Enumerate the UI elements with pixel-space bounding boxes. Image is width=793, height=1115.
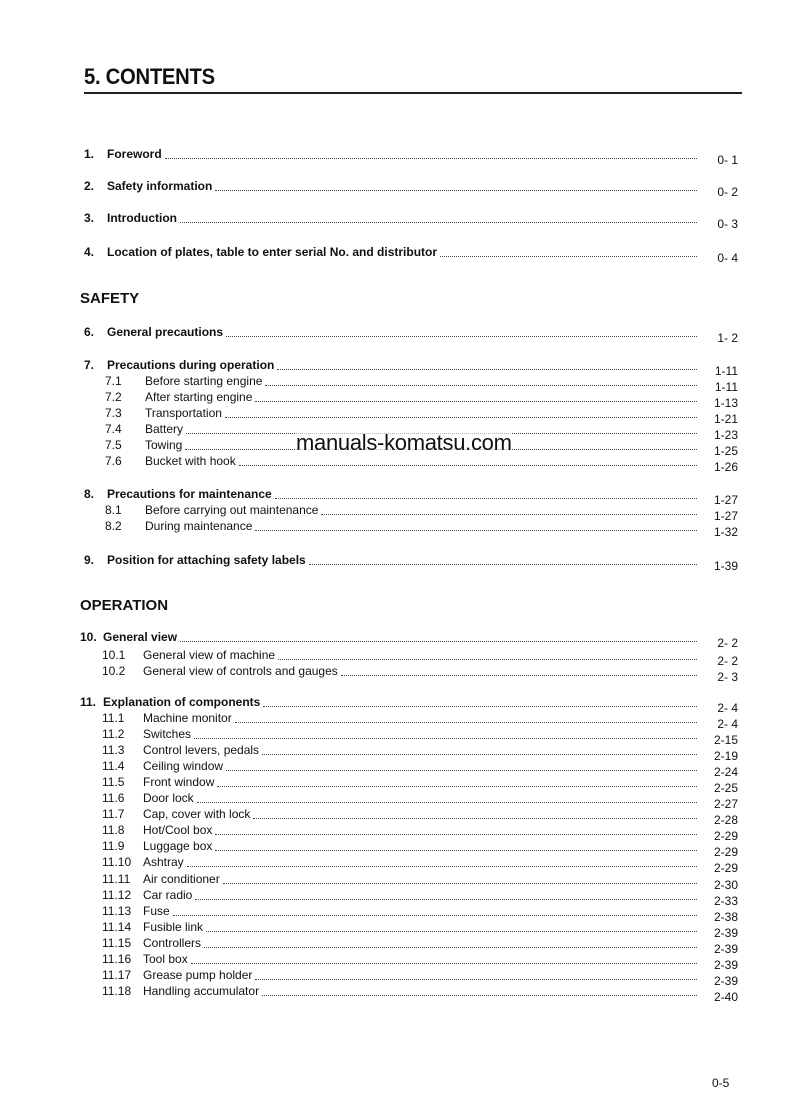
dot-leader: [341, 675, 697, 676]
entry-label: Introduction: [107, 211, 177, 225]
entry-number: 7.: [84, 358, 95, 372]
toc-entry[interactable]: [102, 984, 697, 1000]
entry-number: 11.1: [102, 711, 125, 725]
dot-leader: [191, 963, 697, 964]
toc-entry[interactable]: [102, 759, 697, 775]
entry-number: 11.5: [102, 775, 125, 790]
entry-number: 10.1: [102, 648, 126, 662]
entry-label: Cap, cover with lock: [143, 807, 251, 822]
entry-label: Position for attaching safety labels: [107, 553, 306, 567]
toc-entry[interactable]: [102, 775, 697, 791]
entry-page-number: 2-29: [713, 845, 738, 860]
entry-label: Controllers: [143, 935, 202, 950]
entry-page-number: 0- 4: [717, 251, 738, 265]
entry-number: 7.1: [105, 374, 122, 388]
entry-page-number: 0- 1: [717, 153, 738, 167]
toc-entry[interactable]: [84, 487, 697, 503]
dot-leader: [239, 465, 697, 466]
entry-number: 11.14: [102, 919, 132, 934]
toc-entry[interactable]: [80, 695, 697, 711]
entry-label: Transportation: [145, 406, 222, 420]
entry-number: 7.6: [105, 454, 122, 468]
entry-number: 7.4: [105, 422, 122, 436]
entry-page-number: 2-38: [713, 909, 738, 924]
dot-leader: [309, 564, 697, 565]
entry-label: During maintenance: [145, 519, 253, 533]
dot-leader: [194, 738, 697, 739]
entry-page-number: 2- 4: [717, 717, 738, 731]
toc-entry[interactable]: [84, 358, 697, 374]
entry-number: 11.15: [102, 935, 132, 950]
entry-label: Towing: [145, 438, 183, 452]
toc-entry[interactable]: [84, 245, 697, 261]
entry-number: 11.6: [102, 791, 125, 806]
entry-label: General view of machine: [143, 648, 276, 662]
entry-page-number: 2-39: [713, 973, 738, 988]
entry-page-number: 1-23: [713, 428, 738, 442]
entry-number: 11.7: [102, 807, 125, 822]
entry-label: General precautions: [107, 325, 224, 339]
entry-label: Precautions during operation: [107, 358, 275, 372]
page-number: 0-5: [712, 1076, 730, 1090]
title-underline: [84, 92, 742, 94]
entry-number: 8.: [84, 487, 95, 501]
toc-entry[interactable]: [102, 791, 697, 807]
dot-leader: [173, 915, 697, 916]
entry-label: Before starting engine: [145, 374, 263, 388]
entry-page-number: 2-39: [713, 941, 738, 956]
entry-number: 11.13: [102, 903, 132, 918]
entry-number: 11.12: [102, 887, 132, 902]
entry-number: 7.5: [105, 438, 122, 452]
entry-number: 2.: [84, 179, 95, 193]
entry-number: 3.: [84, 211, 95, 225]
entry-label: Fusible link: [143, 919, 204, 934]
entry-page-number: 2-15: [713, 733, 738, 748]
entry-page-number: 1-27: [713, 493, 738, 507]
entry-label: Handling accumulator: [143, 983, 260, 998]
entry-number: 11.16: [102, 951, 132, 966]
toc-entry[interactable]: [102, 648, 697, 664]
toc-entry[interactable]: [102, 872, 697, 888]
entry-number: 11.2: [102, 727, 125, 742]
entry-page-number: 2-29: [713, 861, 738, 876]
entry-label: Air conditioner: [143, 871, 220, 886]
entry-page-number: 2- 4: [717, 701, 738, 715]
entry-label: Before carrying out maintenance: [145, 503, 319, 517]
entry-label: After starting engine: [145, 390, 253, 404]
entry-number: 11.18: [102, 983, 132, 998]
entry-number: 11.3: [102, 743, 125, 758]
toc-entry[interactable]: [102, 888, 697, 904]
entry-page-number: 2-25: [713, 781, 738, 796]
entry-label: Precautions for maintenance: [107, 487, 272, 501]
entry-label: Door lock: [143, 791, 194, 806]
entry-number: 11.10: [102, 855, 132, 870]
entry-number: 11.11: [102, 871, 131, 886]
entry-number: 11.17: [102, 967, 132, 982]
entry-label: Location of plates, table to enter serial No. and distributor: [107, 245, 438, 259]
dot-leader: [215, 834, 697, 835]
dot-leader: [235, 722, 697, 723]
dot-leader: [255, 530, 697, 531]
dot-leader: [217, 786, 697, 787]
toc-entry[interactable]: [102, 727, 697, 743]
entry-number: 10.: [80, 630, 97, 644]
toc-entry[interactable]: [84, 211, 697, 227]
watermark: manuals-komatsu.com: [296, 430, 512, 455]
entry-page-number: 0- 3: [717, 217, 738, 231]
entry-number: 1.: [84, 147, 95, 161]
dot-leader: [262, 995, 697, 996]
dot-leader: [255, 401, 697, 402]
entry-page-number: 1-27: [713, 509, 738, 523]
dot-leader: [265, 385, 697, 386]
entry-label: Tool box: [143, 951, 188, 966]
toc-entry[interactable]: [102, 855, 697, 871]
dot-leader: [262, 754, 697, 755]
dot-leader: [253, 818, 697, 819]
dot-leader: [215, 190, 697, 191]
dot-leader: [321, 514, 697, 515]
dot-leader: [206, 931, 697, 932]
dot-leader: [263, 706, 697, 707]
entry-label: Bucket with hook: [145, 454, 236, 468]
entry-page-number: 2-40: [713, 989, 738, 1004]
entry-page-number: 1-39: [713, 559, 738, 573]
toc-entry[interactable]: [102, 952, 697, 968]
entry-page-number: 1-11: [714, 380, 738, 394]
toc-entry[interactable]: [105, 454, 697, 470]
dot-leader: [223, 883, 697, 884]
entry-page-number: 1-25: [713, 444, 738, 458]
entry-page-number: 2-24: [713, 765, 738, 780]
dot-leader: [278, 659, 697, 660]
dot-leader: [180, 641, 697, 642]
entry-page-number: 1-26: [713, 460, 738, 474]
entry-number: 11.8: [102, 823, 125, 838]
dot-leader: [277, 369, 697, 370]
entry-label: Luggage box: [143, 839, 213, 854]
entry-page-number: 1-13: [713, 396, 738, 410]
dot-leader: [255, 979, 697, 980]
entry-label: Ashtray: [143, 855, 184, 870]
toc-entry[interactable]: [102, 807, 697, 823]
entry-label: General view of controls and gauges: [143, 664, 338, 678]
dot-leader: [197, 802, 697, 803]
entry-page-number: 1-21: [713, 412, 738, 426]
entry-label: Front window: [143, 775, 215, 790]
entry-page-number: 2- 2: [717, 636, 738, 650]
dot-leader: [195, 899, 697, 900]
toc-entry[interactable]: [105, 390, 697, 406]
entry-label: Hot/Cool box: [143, 823, 213, 838]
dot-leader: [225, 417, 697, 418]
entry-page-number: 1- 2: [717, 331, 738, 345]
entry-page-number: 2-30: [713, 877, 738, 892]
entry-number: 8.2: [105, 519, 122, 533]
toc-entry[interactable]: [84, 179, 697, 195]
toc-entry[interactable]: [102, 839, 697, 855]
entry-number: 7.3: [105, 406, 122, 420]
toc-entry[interactable]: [105, 503, 697, 519]
entry-label: Grease pump holder: [143, 967, 253, 982]
entry-number: 7.2: [105, 390, 122, 404]
dot-leader: [226, 770, 697, 771]
entry-number: 8.1: [105, 503, 122, 517]
entry-label: Machine monitor: [143, 711, 232, 725]
entry-page-number: 2-27: [713, 797, 738, 812]
page-title: 5. CONTENTS: [84, 64, 215, 89]
entry-label: General view: [103, 630, 178, 644]
entry-number: 11.4: [102, 759, 125, 774]
dot-leader: [180, 222, 697, 223]
toc-entry[interactable]: [105, 519, 697, 535]
toc-entry[interactable]: [102, 968, 697, 984]
toc-entry[interactable]: [80, 630, 697, 646]
entry-label: Battery: [145, 422, 184, 436]
toc-entry[interactable]: [105, 374, 697, 390]
entry-page-number: 1-32: [713, 525, 738, 539]
entry-label: Switches: [143, 727, 192, 742]
section-heading: OPERATION: [80, 597, 169, 614]
entry-page-number: 2- 2: [717, 654, 738, 668]
entry-label: Ceiling window: [143, 759, 224, 774]
dot-leader: [440, 256, 697, 257]
toc-entry[interactable]: [84, 147, 697, 163]
entry-number: 9.: [84, 553, 95, 567]
entry-number: 4.: [84, 245, 95, 259]
entry-number: 11.: [80, 695, 97, 709]
toc-entry[interactable]: [84, 553, 697, 569]
dot-leader: [275, 498, 697, 499]
toc-entry[interactable]: [102, 936, 697, 952]
entry-page-number: 2-33: [713, 893, 738, 908]
toc-entry[interactable]: [102, 823, 697, 839]
entry-label: Foreword: [107, 147, 162, 161]
entry-number: 10.2: [102, 664, 126, 678]
dot-leader: [165, 158, 697, 159]
entry-label: Safety information: [107, 179, 213, 193]
entry-label: Fuse: [143, 903, 170, 918]
entry-page-number: 1-11: [714, 364, 738, 378]
toc-entry[interactable]: [102, 664, 697, 680]
toc-entry[interactable]: [102, 743, 697, 759]
toc-entry[interactable]: [105, 406, 697, 422]
dot-leader: [204, 947, 697, 948]
toc-entry[interactable]: [102, 904, 697, 920]
entry-page-number: 2- 3: [717, 670, 738, 684]
entry-number: 6.: [84, 325, 95, 339]
entry-label: Car radio: [143, 887, 193, 902]
entry-page-number: 2-29: [713, 829, 738, 844]
entry-page-number: 0- 2: [717, 185, 738, 199]
entry-number: 11.9: [102, 839, 125, 854]
entry-page-number: 2-28: [713, 813, 738, 828]
entry-label: Explanation of components: [103, 695, 261, 709]
toc-entry[interactable]: [102, 711, 697, 727]
entry-page-number: 2-39: [713, 957, 738, 972]
toc-entry[interactable]: [84, 325, 697, 341]
entry-page-number: 2-39: [713, 925, 738, 940]
dot-leader: [187, 866, 697, 867]
dot-leader: [215, 850, 697, 851]
entry-page-number: 2-19: [713, 749, 738, 764]
toc-entry[interactable]: [102, 920, 697, 936]
section-heading: SAFETY: [80, 290, 140, 307]
dot-leader: [226, 336, 697, 337]
entry-label: Control levers, pedals: [143, 743, 260, 758]
